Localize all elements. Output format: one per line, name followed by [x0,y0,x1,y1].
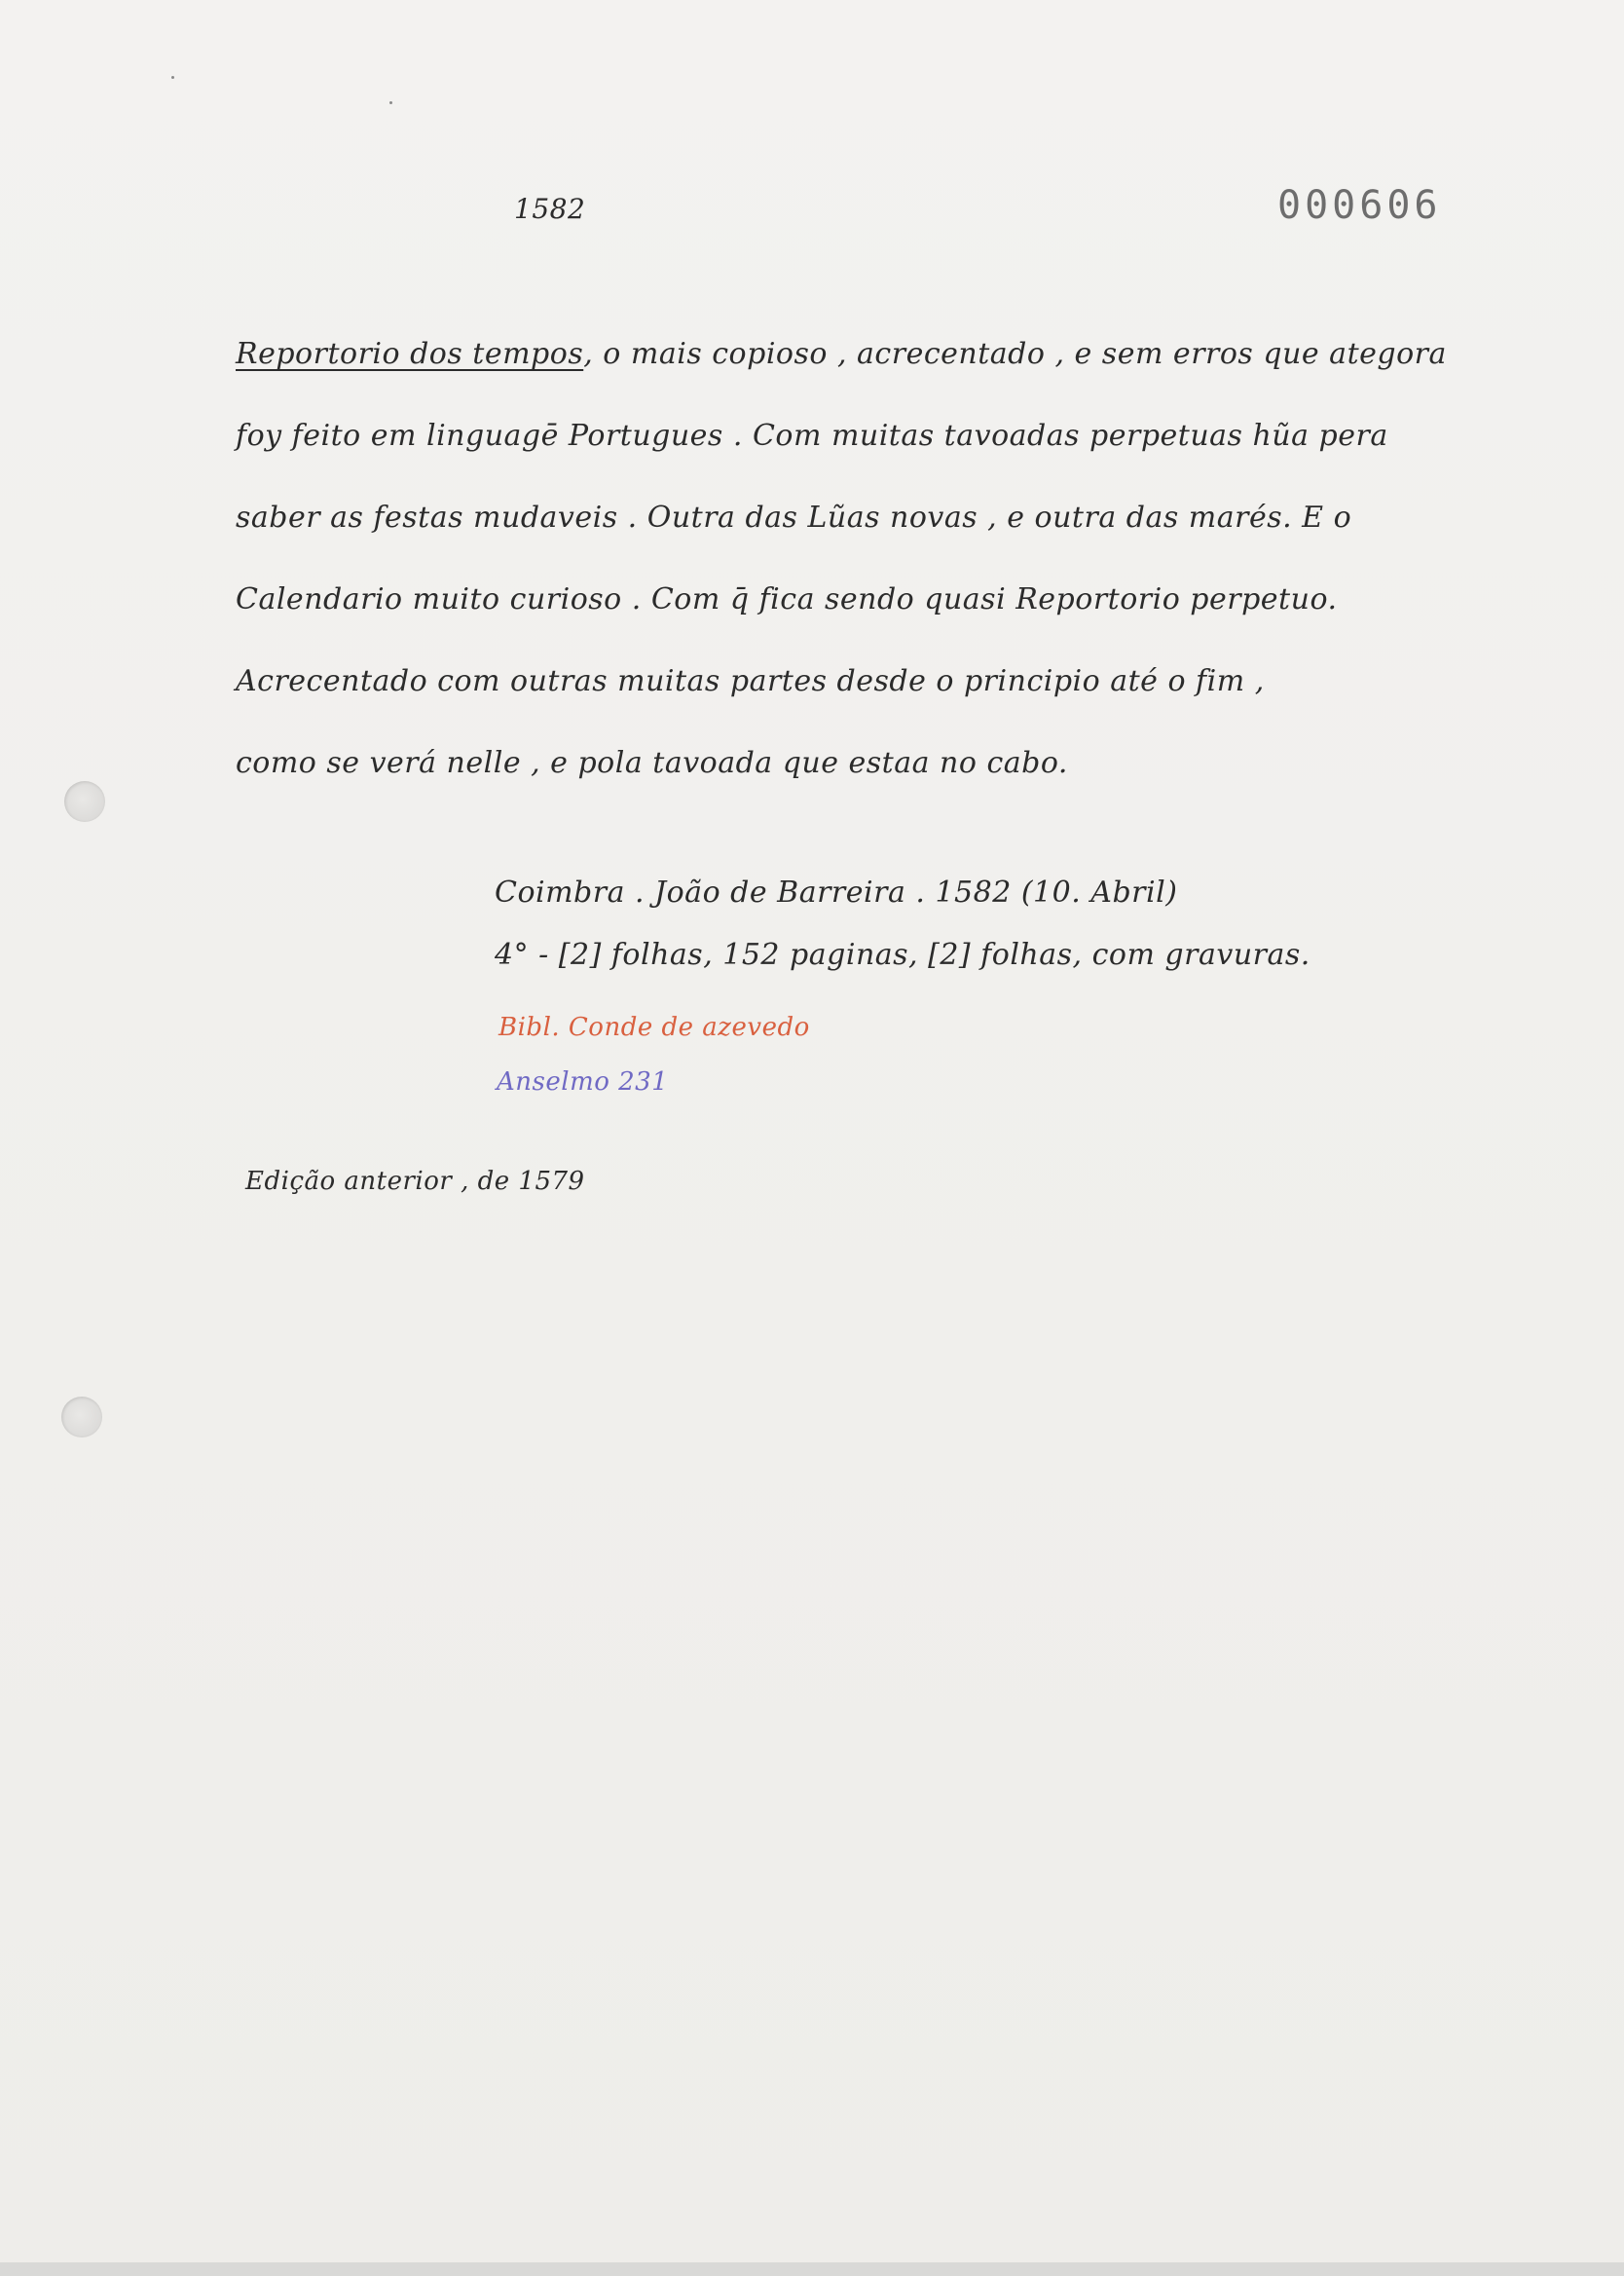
entry-description [236,314,1447,804]
speck [171,76,174,79]
punch-hole-upper [64,781,105,822]
imprint-format-line: 4° - [2] folhas, 152 paginas, [2] folhas, com gravuras. [495,938,1310,972]
entry-line-6: como se verá nelle , e pola tavoada que estaa no cabo. [236,746,1068,780]
entry-line-3: saber as festas mudaveis . Outra das Lũas novas , e outra das marés. E o [236,501,1352,535]
previous-edition-note: Edição anterior , de 1579 [245,1167,585,1196]
entry-line-5: Acrecentado com outras muitas partes desde o principio até o fim , [236,664,1265,698]
scan-edge [0,2262,1624,2276]
punch-hole-lower [61,1397,102,1437]
imprint-place-line: Coimbra . João de Barreira . 1582 (10. Abril) [495,876,1178,910]
entry-line-2: foy feito em linguagē Portugues . Com muitas tavoadas perpetuas hũa pera [236,419,1388,453]
entry-line-1 [236,314,1447,395]
entry-title: Reportorio dos tempos [236,337,584,371]
catalog-number-stamp: 000606 [1277,183,1442,228]
reference-note: Anselmo 231 [497,1067,669,1097]
entry-line-4: Calendario muito curioso . Com q̄ fica sendo quasi Reportorio perpetuo. [236,582,1338,616]
library-note: Bibl. Conde de azevedo [498,1013,810,1042]
entry-line-1-rest: , o mais copioso , acrecentado , e sem erros que ategora [583,337,1447,371]
speck [389,101,392,104]
year-heading: 1582 [514,193,586,225]
imprint-block [495,862,1310,987]
